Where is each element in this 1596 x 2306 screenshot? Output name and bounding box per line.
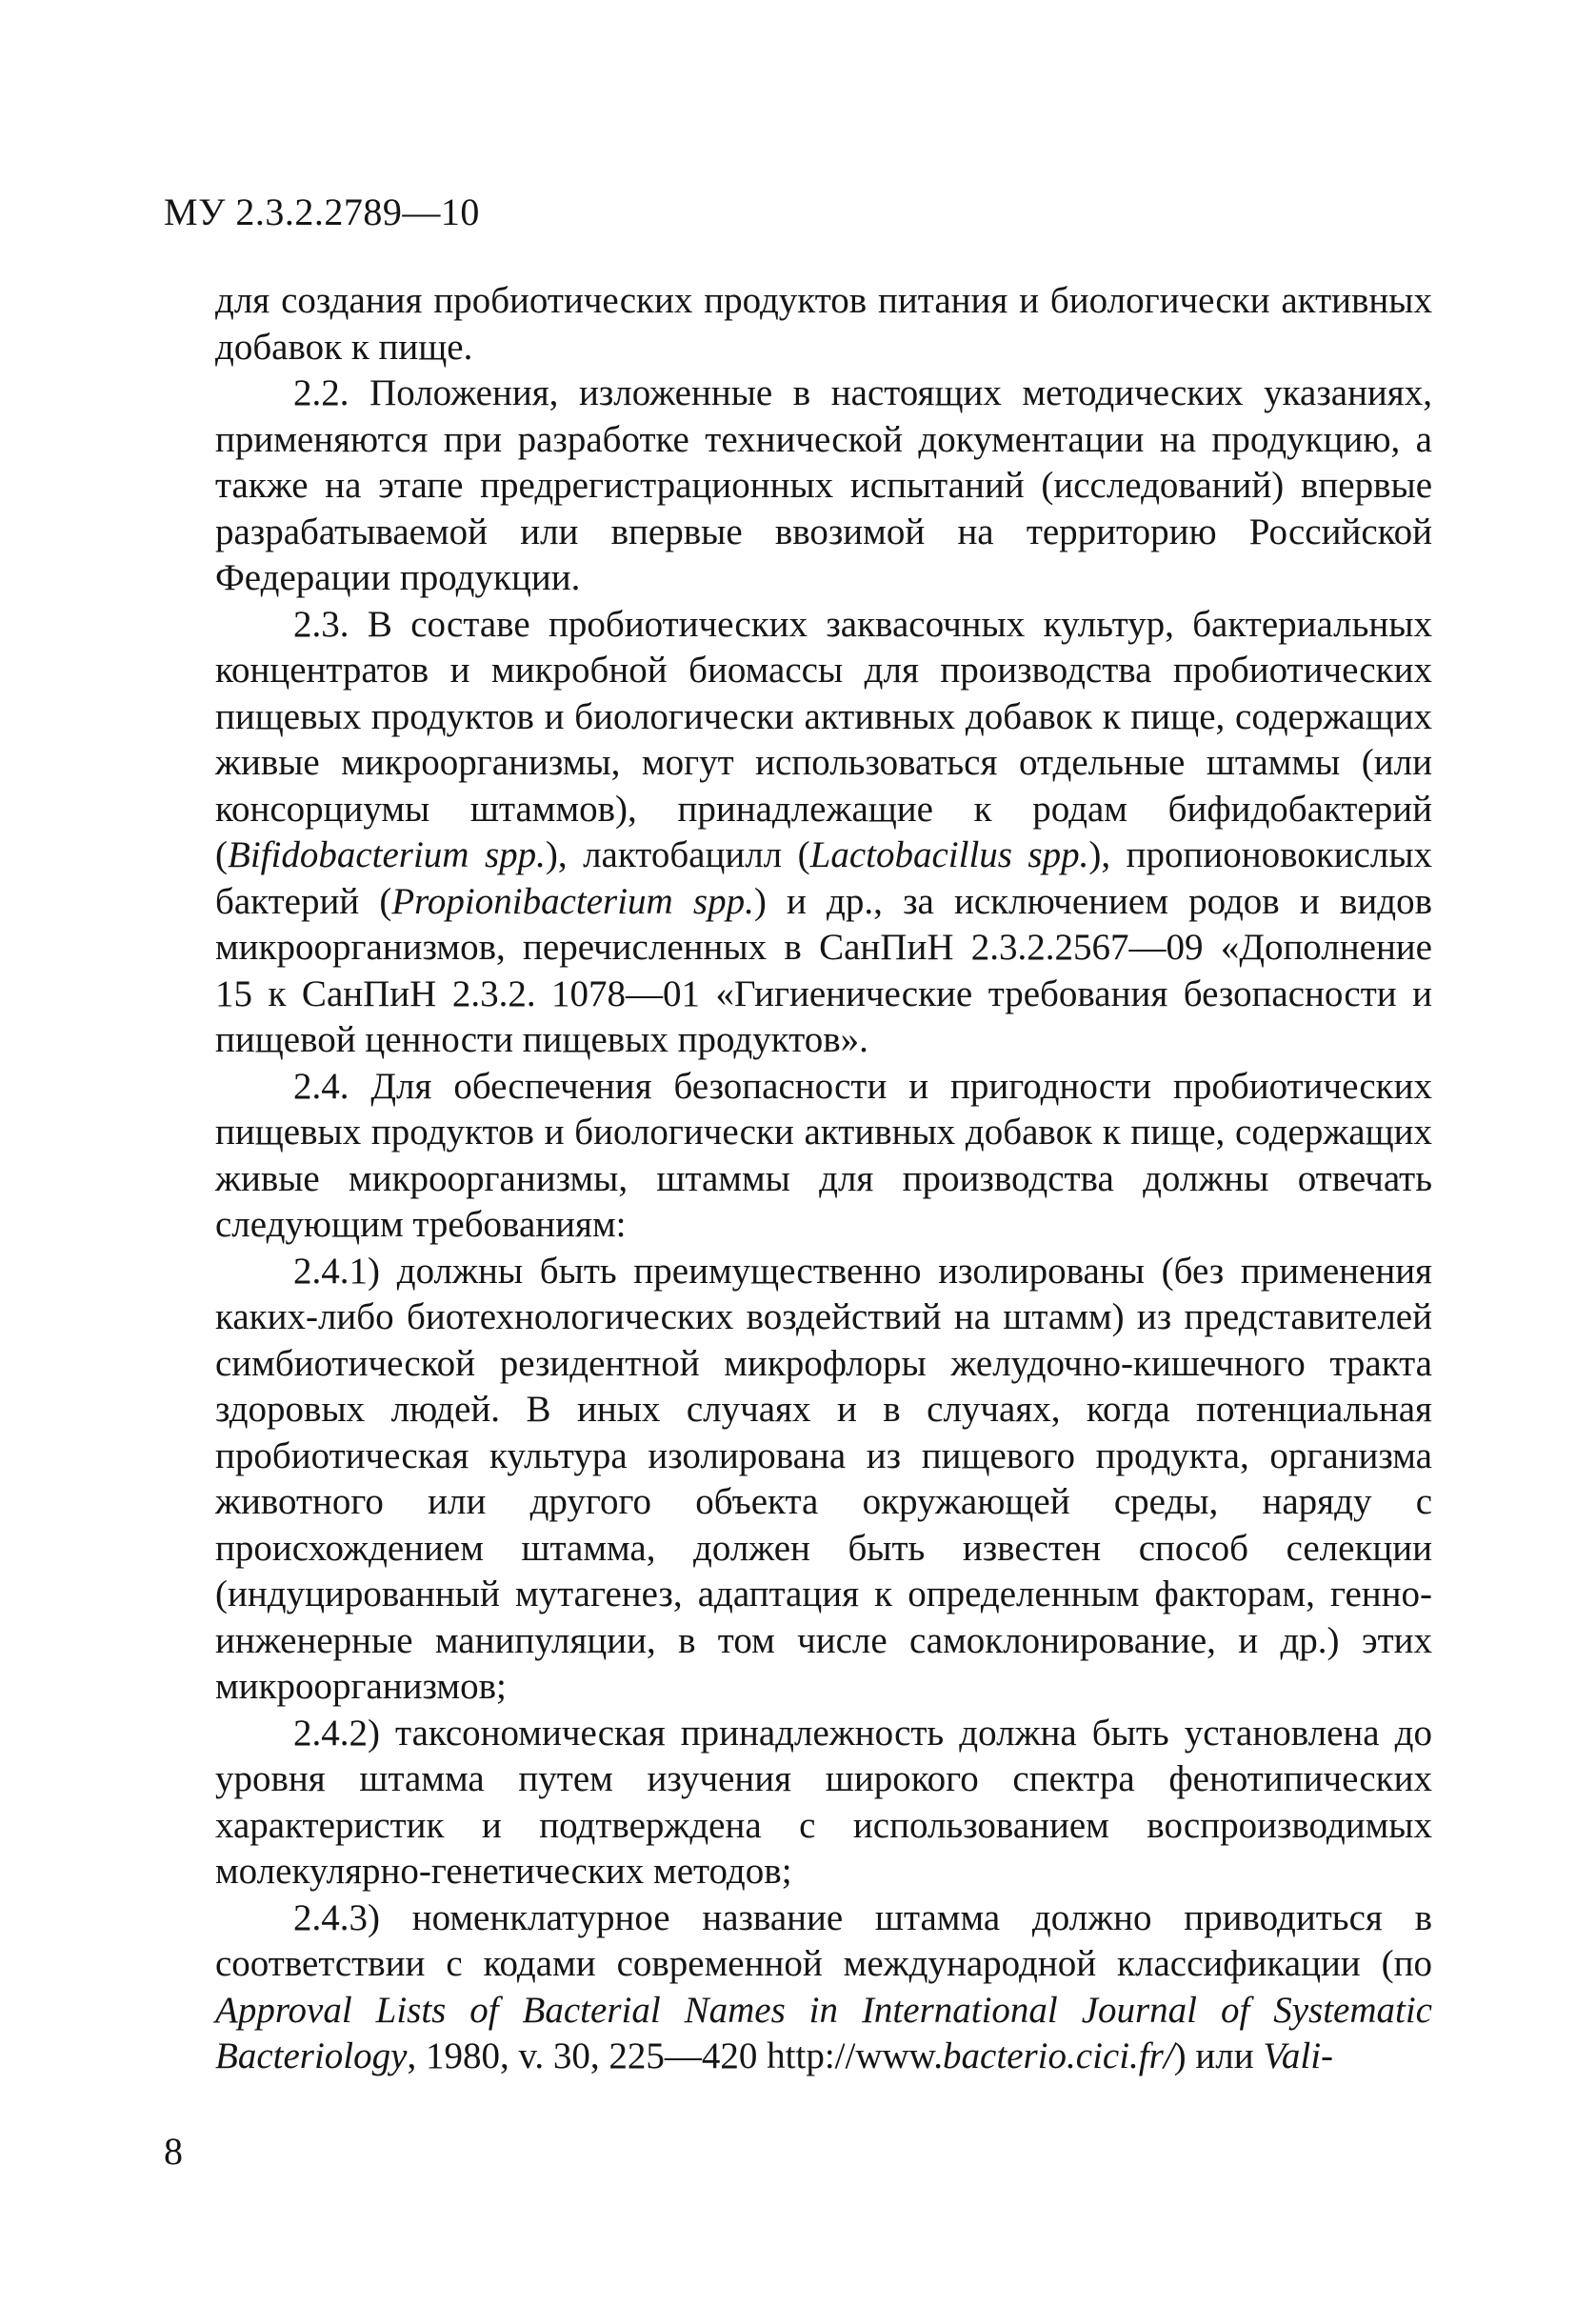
genus-bifidobacterium: Bifidobacterium spp. — [228, 834, 546, 875]
paragraph-2-4-3 — [215, 1895, 1432, 2080]
document-code-header: МУ 2.3.2.2789—10 — [164, 190, 480, 233]
document-body — [215, 278, 1432, 2080]
paragraph-continuation: для создания пробиотических продуктов питания и биологически активных добавок к пище. — [215, 280, 1432, 368]
page-number: 8 — [164, 2130, 183, 2173]
journal-title: Approval Lists of Bacterial Names in International Journal of Systematic Bacteriology — [215, 1989, 1432, 2076]
paragraph-2-4-3-text: , 1980, v. 30, 225—420 http://www. — [407, 2035, 944, 2076]
url-domain: bacterio.cici.fr/ — [943, 2035, 1174, 2076]
paragraph-2-4: 2.4. Для обеспечения безопасности и пригодности пробиотических пищевых продуктов и биологически активных добавок к пище, содержащих живые микроорганизмы, штаммы для производства должны отвечать следующим требованиям: — [215, 1065, 1432, 1245]
paragraph-2-3-text: 2.3. В составе пробиотических заквасочных культур, бактериальных концентратов и микробной биомассы для производства пробиотических пищевых продуктов и биологически активных добавок к пище, содержащих живые микроорганизмы, могут использоваться отдельные штаммы (или консорциумы штаммов), принадлежащие к родам бифидобактерий ( — [215, 603, 1432, 875]
paragraph-2-4-3-text: ) или — [1173, 2035, 1264, 2076]
paragraph-2-3-text: ), лактобацилл ( — [545, 834, 810, 875]
paragraph-2-3-text: ), пропионовокислых бактерий ( — [215, 834, 1433, 922]
genus-lactobacillus: Lactobacillus spp. — [809, 834, 1089, 875]
paragraph-2-3 — [215, 602, 1432, 1064]
paragraph-2-2: 2.2. Положения, изложенные в настоящих методических указаниях, применяются при разработке технической документации на продукцию, а также на этапе предрегистрационных испытаний (исследований) впервые разрабатываемой или впервые ввозимой на территорию Российской Федерации продукции. — [215, 372, 1432, 598]
genus-propionibacterium: Propionibacterium spp. — [391, 880, 754, 922]
paragraph-2-4-3-text: 2.4.3) номенклатурное название штамма должно приводиться в соответствии с кодами современной международной классификации (по — [215, 1896, 1432, 1984]
paragraph-2-4-2: 2.4.2) таксономическая принадлежность должна быть установлена до уровня штамма путем изучения широкого спектра фенотипических характеристик и подтверждена с использованием воспроизводимых молекулярно-генетических методов; — [215, 1712, 1432, 1892]
validation-list-fragment: Vali- — [1263, 2035, 1334, 2076]
paragraph-2-4-1: 2.4.1) должны быть преимущественно изолированы (без применения каких-либо биотехнологических воздействий на штамм) из представителей симбиотической резидентной микрофлоры желудочно-кишечного тракта здоровых людей. В иных случаях и в случаях, когда потенциальная пробиотическая культура изолирована из пищевого продукта, организма животного или другого объекта окружающей среды, наряду с происхождением штамма, должен быть известен способ селекции (индуцированный мутагенез, адаптация к определенным факторам, генно-инженерные манипуляции, в том числе самоклонирование, и др.) этих микроорганизмов; — [215, 1250, 1432, 1707]
paragraph-2-3-text: ) и др., за исключением родов и видов микроорганизмов, перечисленных в СанПиН 2.3.2.2567—09 «Дополнение 15 к СанПиН 2.3.2. 1078—01 «Гигиенические требования безопасности и пищевой ценности пищевых продуктов». — [215, 880, 1432, 1060]
